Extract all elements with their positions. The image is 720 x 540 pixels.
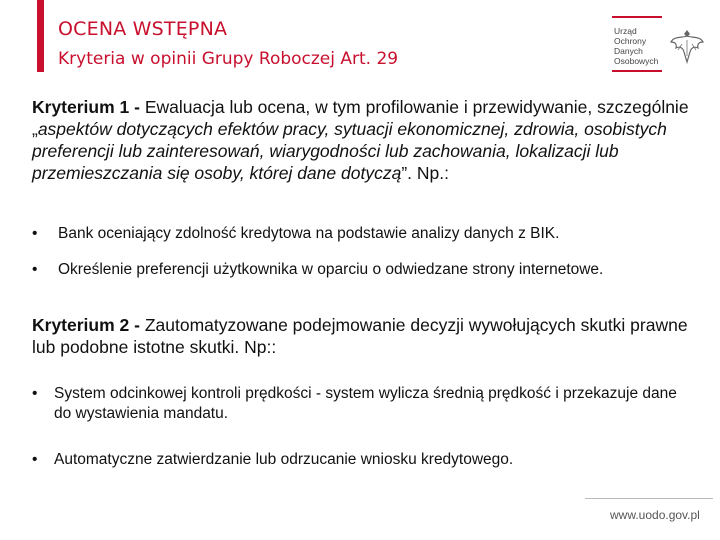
list-item — [32, 260, 702, 280]
uodo-logo — [606, 14, 710, 74]
eagle-emblem-icon — [668, 26, 706, 66]
criterion-1-examples — [32, 224, 702, 296]
list-item — [32, 450, 682, 470]
page-title: OCENA WSTĘPNA — [58, 18, 228, 40]
footer-divider — [585, 498, 713, 499]
criterion-1-text-b: ”. Np.: — [401, 163, 449, 183]
page-subtitle: Kryteria w opinii Grupy Roboczej Art. 29 — [58, 49, 399, 69]
list-item — [32, 224, 702, 244]
criterion-1-label: Kryterium 1 - — [32, 97, 140, 117]
logo-line-3: Danych — [614, 46, 643, 56]
logo-line-4: Osobowych — [614, 56, 659, 66]
example-text: System odcinkowej kontroli prędkości - system wylicza średnią prędkość i przekazuje dane do wystawienia mandatu. — [54, 385, 677, 422]
bullet: • — [32, 451, 38, 468]
criterion-1-text-a: Ewaluacja lub ocena, w tym profilowanie i przewidywanie, szczególnie „ — [32, 97, 689, 139]
example-text: Bank oceniający zdolność kredytowa na podstawie analizy danych z BIK. — [58, 225, 560, 242]
criterion-2-text — [32, 314, 692, 358]
criterion-1-text — [32, 96, 712, 184]
logo-line-2: Ochrony — [614, 36, 647, 46]
logo-line-1: Urząd — [614, 26, 637, 36]
criterion-2-body: Zautomatyzowane podejmowanie decyzji wywołujących skutki prawne lub podobne istotne skutki. Np:: — [32, 315, 688, 357]
criterion-1-italic: aspektów dotyczących efektów pracy, sytuacji ekonomicznej, zdrowia, osobistych preferencji lub zainteresowań, wiarygodności lub zachowania, lokalizacji lub przemieszczania się osoby, której dane dotyczą — [32, 119, 667, 183]
example-text: Określenie preferencji użytkownika w oparciu o odwiedzane strony internetowe. — [58, 261, 604, 278]
list-item — [32, 384, 682, 424]
logo-top-line — [612, 16, 662, 18]
bullet: • — [32, 261, 38, 278]
example-text: Automatyczne zatwierdzanie lub odrzucanie wniosku kredytowego. — [54, 451, 514, 468]
footer-url[interactable]: www.uodo.gov.pl — [610, 508, 700, 522]
bullet: • — [32, 385, 38, 402]
criterion-2-label: Kryterium 2 - — [32, 315, 140, 335]
criterion-2-examples — [32, 384, 682, 496]
accent-bar — [37, 0, 44, 72]
logo-bottom-line — [612, 70, 662, 72]
logo-text — [614, 26, 666, 66]
bullet: • — [32, 225, 38, 242]
